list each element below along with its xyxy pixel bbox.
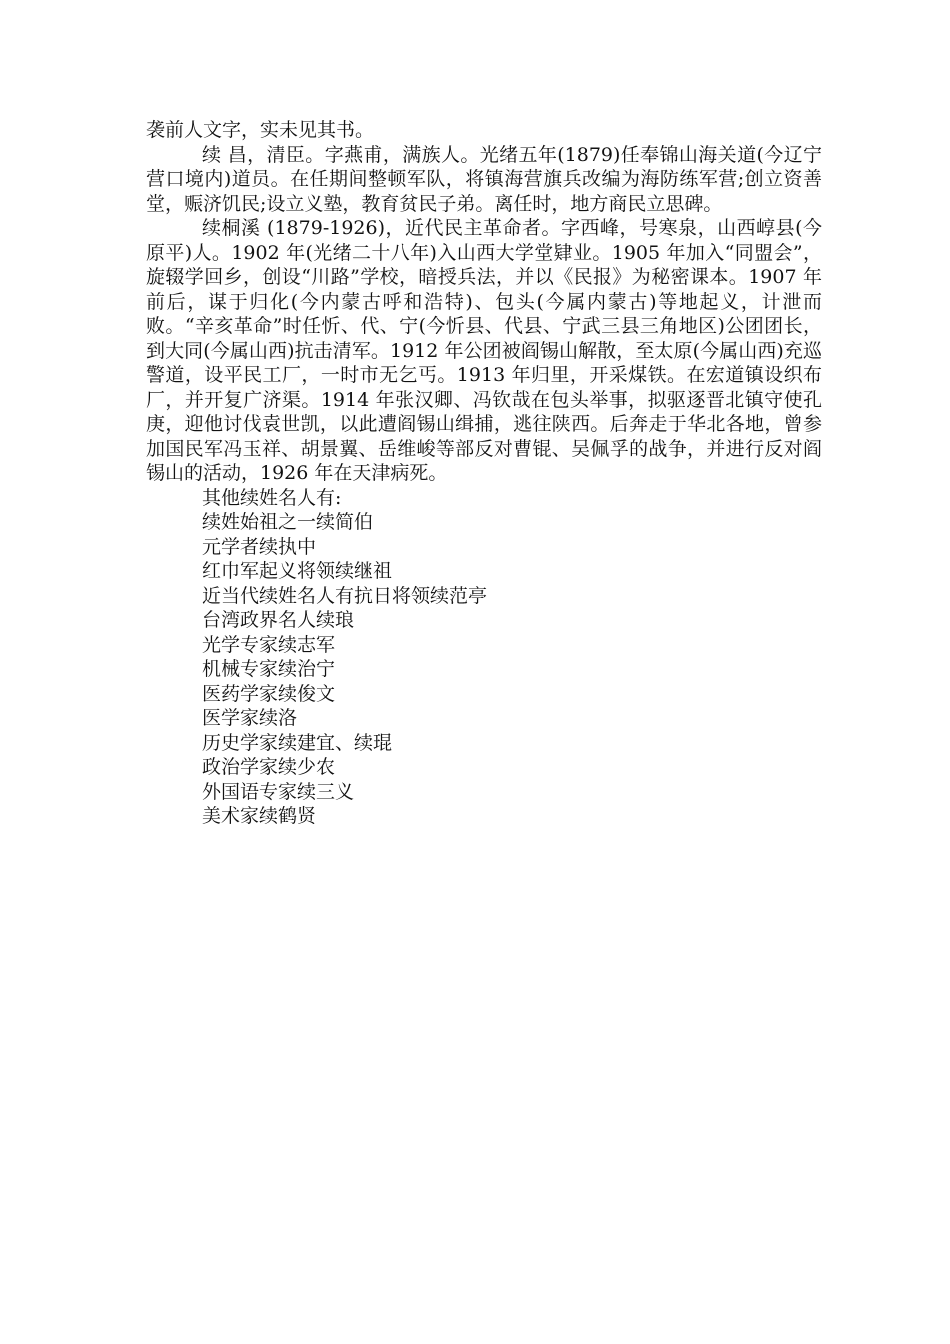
list-item: 历史学家续建宜、续琨 — [202, 731, 393, 754]
paragraph-xu-tongxi: 续桐溪 (1879-1926)，近代民主革命者。字西峰，号寒泉，山西崞县(今原平)人。1902 年(光绪二十八年)入山西大学堂肄业。1905 年加入“同盟会”，旋辍学回乡，创设“川路”学校，暗授兵法，并以《民报》为秘密课本。1907 年前后，谋于归化(今内蒙古呼和浩特)、包头(今属内蒙古)等地起义，计泄而败。“辛亥革命”时任忻、代、宁(今忻县、代县、宁武三县三角地区)公团团长，到大同(今属山西)抗击清军。1912 年公团被阎锡山解散，至太原(今属山西)充巡警道，设平民工厂，一时市无乞丐。1913 年归里，开采煤铁。在宏道镇设织布厂，并开复广济渠。1914 年张汉卿、冯钦哉在包头举事，拟驱逐晋北镇守使孔庚，迎他讨伐袁世凯，以此遭阎锡山缉捕，逃往陕西。后奔走于华北各地，曾参加国民军冯玉祥、胡景翼、岳维峻等部反对曹锟、吴佩孚的战争，并进行反对阎锡山的活动，1926 年在天津病死。 — [146, 217, 822, 484]
list-item: 光学专家续志军 — [202, 633, 336, 656]
list-item: 近当代续姓名人有抗日将领续范亭 — [202, 584, 488, 607]
list-item: 机械专家续治宁 — [202, 658, 336, 680]
list-item: 医药学家续俊文 — [202, 682, 336, 705]
document-body — [146, 118, 822, 829]
list-item: 元学者续执中 — [202, 535, 317, 558]
notable-people-list — [146, 510, 822, 829]
list-item: 医学家续洛 — [202, 707, 298, 729]
list-item: 红巾军起义将领续继祖 — [202, 560, 393, 582]
paragraph-continuation: 袭前人文字，实未见其书。 — [146, 119, 375, 141]
paragraph-xu-chang: 续 昌，清臣。字燕甫，满族人。光绪五年(1879)任奉锦山海关道(今辽宁营口境内)道员。在任期间整顿军队，将镇海营旗兵改编为海防练军营;创立资善堂，赈济饥民;设立义塾，教育贫民子弟。离任时，地方商民立思碑。 — [146, 143, 822, 215]
list-item: 政治学家续少农 — [202, 756, 336, 778]
list-item: 美术家续鹤贤 — [202, 805, 317, 827]
list-item: 台湾政界名人续琅 — [202, 609, 355, 631]
list-heading: 其他续姓名人有: — [202, 486, 342, 509]
list-item: 续姓始祖之一续简伯 — [202, 511, 374, 533]
list-item: 外国语专家续三义 — [202, 780, 355, 803]
